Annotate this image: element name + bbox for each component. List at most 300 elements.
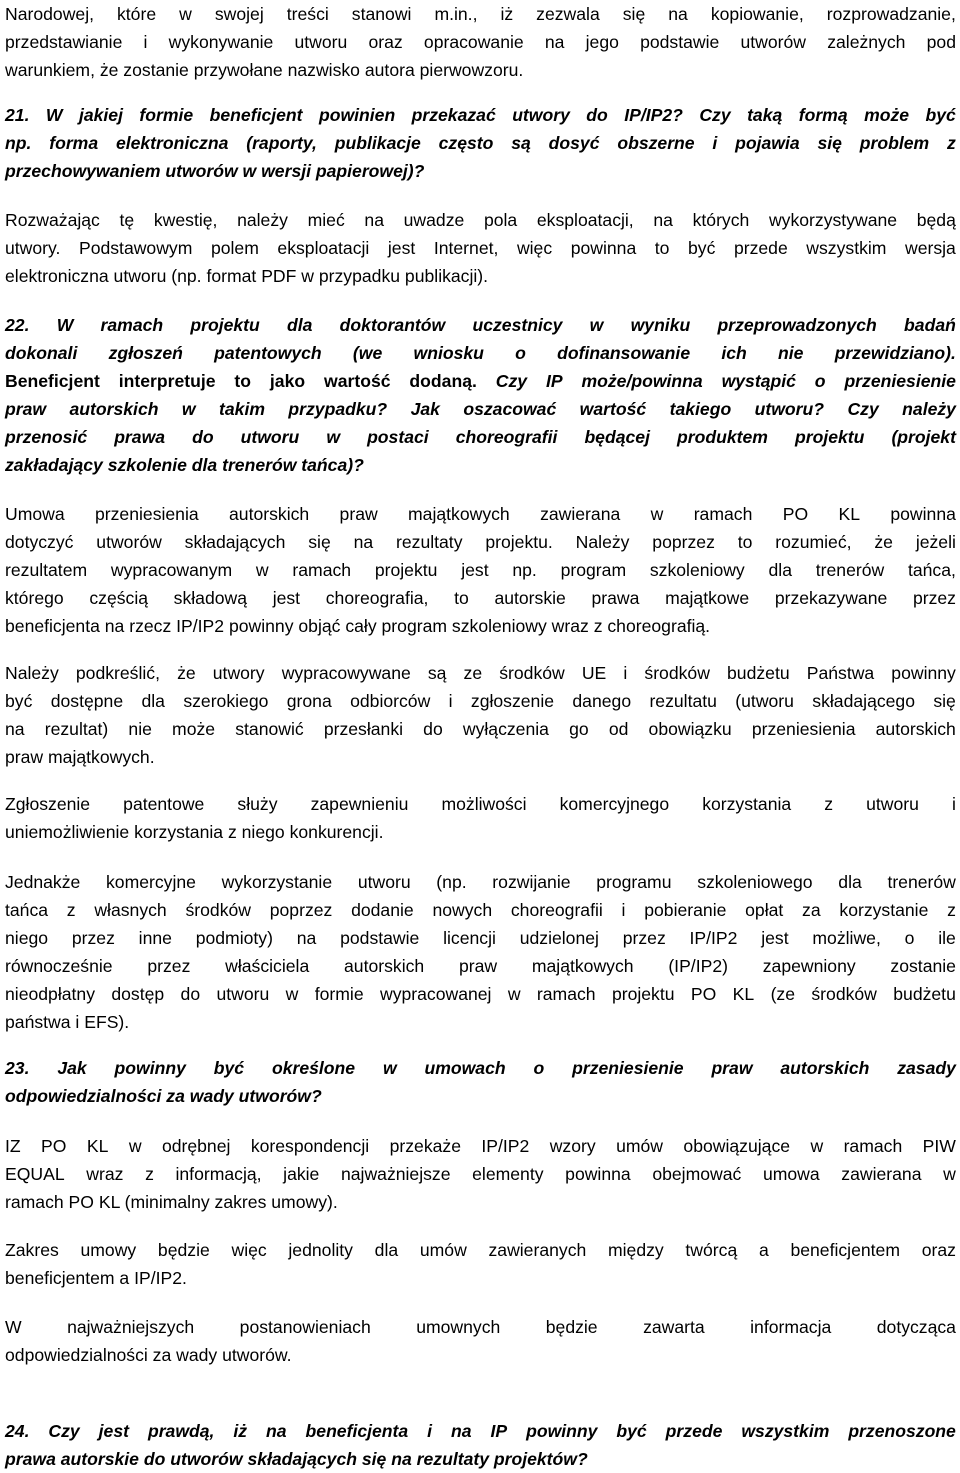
- word: o: [814, 371, 826, 391]
- word: ramach: [292, 560, 352, 580]
- word: utworu?: [754, 399, 825, 419]
- text-line: [5, 924, 956, 952]
- word: beneficjenta: [305, 1421, 409, 1441]
- word: jednolity: [288, 1240, 353, 1260]
- word: rozprowadzanie,: [826, 4, 956, 24]
- word: utworu: [240, 427, 300, 447]
- word: że: [177, 663, 196, 683]
- word: obowiązku: [648, 719, 732, 739]
- word: 24.: [5, 1421, 30, 1441]
- word: W: [56, 315, 74, 335]
- word: w: [181, 399, 196, 419]
- text-line: [5, 157, 956, 185]
- word: umów: [616, 1136, 664, 1156]
- word: twórcą: [685, 1240, 738, 1260]
- word: na: [266, 1421, 287, 1441]
- word: umownych: [416, 1317, 501, 1337]
- word: dodanie: [351, 900, 414, 920]
- word: powinny: [891, 663, 956, 683]
- word: go: [569, 719, 589, 739]
- word: (ze: [770, 984, 796, 1004]
- word: dla: [374, 1240, 399, 1260]
- word: choreografia,: [325, 588, 429, 608]
- text-line: [5, 743, 956, 771]
- word: beneficjentem: [790, 1240, 900, 1260]
- word: (projekt: [891, 427, 956, 447]
- word: wypracowanej: [379, 984, 492, 1004]
- text-run: warunkiem, że zostanie przywołane nazwisko autora pierwowzoru.: [5, 60, 524, 80]
- word: wzory: [549, 1136, 596, 1156]
- word: do: [180, 984, 201, 1004]
- word: wraz: [86, 1164, 124, 1184]
- word: wszystkim: [741, 1421, 830, 1441]
- word: opłat: [745, 900, 784, 920]
- word: tańca: [5, 900, 49, 920]
- text-line: [5, 528, 956, 556]
- text-run: przechowywaniem utworów w wersji papierowej)?: [5, 161, 425, 181]
- text-run: elektroniczna utworu (np. format PDF w przypadku publikacji).: [5, 266, 489, 286]
- answer-22-paragraph-3: [5, 790, 956, 846]
- word: jest: [761, 928, 789, 948]
- word: oszacować: [463, 399, 557, 419]
- word: iż: [500, 4, 514, 24]
- word: częścią: [89, 588, 149, 608]
- word: do: [586, 105, 608, 125]
- text-run: ramach PO KL (minimalny zakres umowy).: [5, 1192, 338, 1212]
- word: przedstawianie: [5, 32, 123, 52]
- word: Podstawowym: [78, 238, 193, 258]
- text-line: [5, 896, 956, 924]
- word: utworu: [216, 984, 270, 1004]
- word: opracowanie: [423, 32, 524, 52]
- word: a: [758, 1240, 769, 1260]
- word: pobieranie: [644, 900, 727, 920]
- word: m.in.,: [434, 4, 478, 24]
- word: umowach: [424, 1058, 506, 1078]
- word: zgłoszeń: [108, 343, 183, 363]
- word: są: [427, 663, 447, 683]
- text-line: [5, 952, 956, 980]
- word: utworu: [294, 32, 348, 52]
- word: Jak: [410, 399, 440, 419]
- word: projektu: [374, 560, 438, 580]
- word: UE: [581, 663, 607, 683]
- word: będącej: [584, 427, 650, 447]
- word: prawa: [591, 588, 640, 608]
- word: IP/IP2: [481, 1136, 530, 1156]
- word: najważniejszych: [67, 1317, 195, 1337]
- text-line: [5, 28, 956, 56]
- word: pojawia: [735, 133, 800, 153]
- word: komercyjnego: [559, 794, 670, 814]
- word: określone: [271, 1058, 356, 1078]
- word: korzystanie: [839, 900, 929, 920]
- word: dodaną.: [409, 371, 477, 391]
- word: prawa: [114, 427, 166, 447]
- word: 23.: [5, 1058, 30, 1078]
- text-line: [5, 1341, 956, 1369]
- word: jako: [269, 371, 306, 391]
- word: treści: [286, 4, 329, 24]
- word: zawierana: [540, 504, 621, 524]
- text-line: [5, 129, 956, 157]
- word: rezultat): [44, 719, 109, 739]
- text-line: [5, 790, 956, 818]
- word: i: [448, 691, 453, 711]
- word: ramach: [843, 1136, 903, 1156]
- word: obejmować: [652, 1164, 742, 1184]
- answer-22-paragraph-1: [5, 500, 956, 640]
- word: zawieranych: [488, 1240, 587, 1260]
- word: Jak: [57, 1058, 87, 1078]
- word: wartość: [579, 399, 647, 419]
- word: podmioty): [195, 928, 273, 948]
- word: równocześnie: [5, 956, 113, 976]
- word: formą: [798, 105, 848, 125]
- text-line: [5, 1008, 956, 1036]
- word: IP: [545, 371, 563, 391]
- word: odbiorców: [350, 691, 431, 711]
- word: jest: [461, 560, 489, 580]
- word: utwory.: [5, 238, 61, 258]
- word: może/powinna: [581, 371, 703, 391]
- word: problem: [859, 133, 930, 153]
- word: należy: [902, 399, 956, 419]
- text-run: beneficjenta na rzecz IP/IP2 powinny objąć cały program szkoleniowy wraz z choreografią.: [5, 616, 711, 636]
- word: (we: [352, 343, 383, 363]
- word: np.: [5, 133, 32, 153]
- word: (IP/IP2): [668, 956, 728, 976]
- word: często: [438, 133, 494, 153]
- text-line: [5, 659, 956, 687]
- word: dofinansowanie: [557, 343, 691, 363]
- question-23: [5, 1054, 956, 1110]
- word: PO: [690, 984, 717, 1004]
- word: publikacje: [334, 133, 421, 153]
- word: z: [66, 900, 76, 920]
- word: na: [653, 210, 673, 230]
- word: powinien: [318, 105, 396, 125]
- word: praw: [339, 504, 378, 524]
- word: Czy: [699, 105, 731, 125]
- word: na: [5, 719, 25, 739]
- word: możliwości: [441, 794, 527, 814]
- word: eksploatacji,: [536, 210, 634, 230]
- text-line: [5, 715, 956, 743]
- word: danego: [572, 691, 632, 711]
- word: jest: [272, 588, 301, 608]
- paragraph-intro: [5, 0, 956, 84]
- word: z: [145, 1164, 154, 1184]
- text-line: [5, 612, 956, 640]
- word: PIW: [922, 1136, 956, 1156]
- word: patentowe: [123, 794, 205, 814]
- word: program: [560, 560, 627, 580]
- word: wartość: [324, 371, 391, 391]
- word: formie: [139, 105, 194, 125]
- word: to: [654, 238, 670, 258]
- text-line: [5, 687, 956, 715]
- answer-23-paragraph-2: [5, 1236, 956, 1292]
- word: praw: [711, 1058, 753, 1078]
- word: Czy: [847, 399, 879, 419]
- word: korzystania: [702, 794, 792, 814]
- word: oraz: [921, 1240, 956, 1260]
- word: majątkowych: [408, 504, 510, 524]
- word: forma: [49, 133, 99, 153]
- text-line: [5, 451, 956, 479]
- word: więc: [516, 238, 553, 258]
- word: przeniesienia: [751, 719, 856, 739]
- word: których: [692, 210, 750, 230]
- word: IP/IP2: [689, 928, 738, 948]
- word: być: [5, 691, 33, 711]
- word: jego: [585, 32, 619, 52]
- word: składających: [184, 532, 286, 552]
- word: mieć: [307, 210, 345, 230]
- word: Narodowej,: [5, 4, 94, 24]
- word: umów: [419, 1240, 467, 1260]
- word: grona: [286, 691, 332, 711]
- word: 21.: [5, 105, 30, 125]
- word: powinna: [570, 238, 637, 258]
- question-21: [5, 101, 956, 185]
- word: się: [622, 4, 646, 24]
- word: swojej: [214, 4, 264, 24]
- word: kwestię,: [153, 210, 218, 230]
- word: Rozważając: [5, 210, 100, 230]
- text-line: [5, 500, 956, 528]
- text-line: [5, 395, 956, 423]
- word: choreografii: [510, 900, 603, 920]
- text-line: [5, 556, 956, 584]
- text-line: [5, 101, 956, 129]
- word: iż: [233, 1421, 248, 1441]
- word: i: [621, 900, 626, 920]
- word: to: [234, 371, 252, 391]
- word: które: [117, 4, 157, 24]
- text-run: zakładający szkolenie dla trenerów tańca)?: [5, 455, 364, 475]
- word: patentowych: [214, 343, 322, 363]
- word: być: [688, 238, 716, 258]
- word: i: [951, 794, 956, 814]
- word: wyłączenia: [462, 719, 549, 739]
- word: wyniku: [630, 315, 691, 335]
- word: ile: [938, 928, 956, 948]
- word: przekaże: [389, 1136, 461, 1156]
- word: w: [285, 984, 299, 1004]
- word: przede: [733, 238, 788, 258]
- word: do: [423, 719, 443, 739]
- word: dostępne: [50, 691, 124, 711]
- word: utworów: [96, 532, 162, 552]
- word: korespondencji: [250, 1136, 370, 1156]
- word: formie: [314, 984, 364, 1004]
- text-run: beneficjentem a IP/IP2.: [5, 1268, 187, 1288]
- word: szkoleniowy: [649, 560, 745, 580]
- word: uczestnicy: [472, 315, 563, 335]
- word: jest: [98, 1421, 129, 1441]
- word: postanowieniach: [239, 1317, 371, 1337]
- word: choreografii: [455, 427, 558, 447]
- text-line: [5, 1054, 956, 1082]
- word: przenoszone: [848, 1421, 956, 1441]
- word: w: [507, 984, 521, 1004]
- word: dla: [141, 691, 165, 711]
- word: w: [128, 1136, 142, 1156]
- word: być: [213, 1058, 245, 1078]
- word: wykonywanie: [168, 32, 274, 52]
- word: niego: [5, 928, 49, 948]
- word: być: [616, 1421, 647, 1441]
- word: i: [712, 133, 718, 153]
- word: na: [668, 4, 688, 24]
- word: projektu: [611, 984, 675, 1004]
- word: dosyć: [548, 133, 600, 153]
- word: uwadze: [403, 210, 465, 230]
- word: zgłoszenie: [470, 691, 555, 711]
- word: Należy: [5, 663, 59, 683]
- word: przez: [147, 956, 191, 976]
- word: powinny: [114, 1058, 186, 1078]
- word: projektu: [190, 315, 260, 335]
- word: trenerów: [815, 560, 885, 580]
- text-run: państwa i EFS).: [5, 1012, 130, 1032]
- word: KL: [838, 504, 860, 524]
- text-line: [5, 818, 956, 846]
- word: służy: [237, 794, 278, 814]
- word: przeniesienie: [844, 371, 956, 391]
- text-line: [5, 1445, 956, 1473]
- word: zależnych: [827, 32, 906, 52]
- word: KL: [732, 984, 755, 1004]
- word: Zgłoszenie: [5, 794, 91, 814]
- word: zasady: [897, 1058, 956, 1078]
- word: utworu: [866, 794, 919, 814]
- word: o: [904, 928, 915, 948]
- question-22: [5, 311, 956, 479]
- text-line: [5, 1188, 956, 1216]
- word: przenosić: [5, 427, 88, 447]
- word: postaci: [367, 427, 429, 447]
- word: przeprowadzonych: [717, 315, 877, 335]
- word: przede: [665, 1421, 723, 1441]
- word: polem: [210, 238, 259, 258]
- word: z: [947, 133, 956, 153]
- word: kopiowanie,: [710, 4, 804, 24]
- word: poprzez: [652, 532, 715, 552]
- word: środków: [185, 900, 251, 920]
- word: możliwe,: [812, 928, 881, 948]
- word: rezultaty: [396, 532, 463, 552]
- answer-21: [5, 206, 956, 290]
- word: wypracowanym: [110, 560, 233, 580]
- word: ze: [463, 663, 483, 683]
- word: do: [192, 427, 214, 447]
- word: programu: [596, 872, 672, 892]
- text-run: odpowiedzialności za wady utworów?: [5, 1086, 322, 1106]
- word: projektu.: [485, 532, 553, 552]
- word: eksploatacji: [277, 238, 370, 258]
- word: (raporty,: [246, 133, 317, 153]
- word: należy: [237, 210, 288, 230]
- word: nie: [778, 343, 804, 363]
- word: nie: [128, 719, 152, 739]
- word: W: [5, 1317, 22, 1337]
- word: w: [650, 504, 664, 524]
- word: majątkowych: [531, 956, 634, 976]
- word: utwory: [512, 105, 570, 125]
- word: ramach: [536, 984, 596, 1004]
- word: w: [810, 1136, 824, 1156]
- word: wszystkim: [806, 238, 887, 258]
- word: ich: [721, 343, 747, 363]
- word: środków: [499, 663, 565, 683]
- word: wypracowywane: [281, 663, 411, 683]
- word: produktem: [677, 427, 768, 447]
- word: umowy: [80, 1240, 137, 1260]
- word: za: [802, 900, 821, 920]
- word: informacja: [750, 1317, 832, 1337]
- word: np.: [512, 560, 537, 580]
- word: zapewniony: [762, 956, 856, 976]
- word: interpretuje: [118, 371, 216, 391]
- word: W: [45, 105, 63, 125]
- word: EQUAL: [5, 1164, 65, 1184]
- word: się: [933, 691, 956, 711]
- word: rezultatem: [5, 560, 88, 580]
- text-line: [5, 423, 956, 451]
- word: zawierana: [841, 1164, 922, 1184]
- word: dla: [768, 560, 792, 580]
- word: dostęp: [111, 984, 165, 1004]
- text-line: [5, 1313, 956, 1341]
- word: Zakres: [5, 1240, 59, 1260]
- word: może: [864, 105, 910, 125]
- word: nowych: [432, 900, 493, 920]
- word: autorskich: [344, 956, 425, 976]
- word: umowa: [762, 1164, 820, 1184]
- text-line: [5, 1132, 956, 1160]
- word: 22.: [5, 315, 30, 335]
- word: powinna: [565, 1164, 631, 1184]
- word: Beneficjent: [5, 371, 100, 391]
- word: (utworu: [735, 691, 794, 711]
- word: elementy: [472, 1164, 544, 1184]
- word: autorskich: [229, 504, 310, 524]
- word: ramach: [100, 315, 164, 335]
- word: o: [515, 343, 526, 363]
- word: i: [623, 663, 628, 683]
- word: jakie: [283, 1164, 320, 1184]
- word: doktorantów: [339, 315, 446, 335]
- word: powinny: [526, 1421, 598, 1441]
- word: stanowić: [235, 719, 304, 739]
- answer-23-paragraph-1: [5, 1132, 956, 1216]
- text-run: praw majątkowych.: [5, 747, 155, 767]
- word: KL: [86, 1136, 109, 1156]
- word: składową: [173, 588, 248, 608]
- word: jeżeli: [915, 532, 956, 552]
- word: badań: [904, 315, 956, 335]
- word: składającego: [812, 691, 915, 711]
- text-line: [5, 262, 956, 290]
- word: może: [172, 719, 216, 739]
- word: podstawie: [340, 928, 420, 948]
- word: między: [607, 1240, 664, 1260]
- word: dla: [838, 872, 862, 892]
- word: jakiej: [78, 105, 123, 125]
